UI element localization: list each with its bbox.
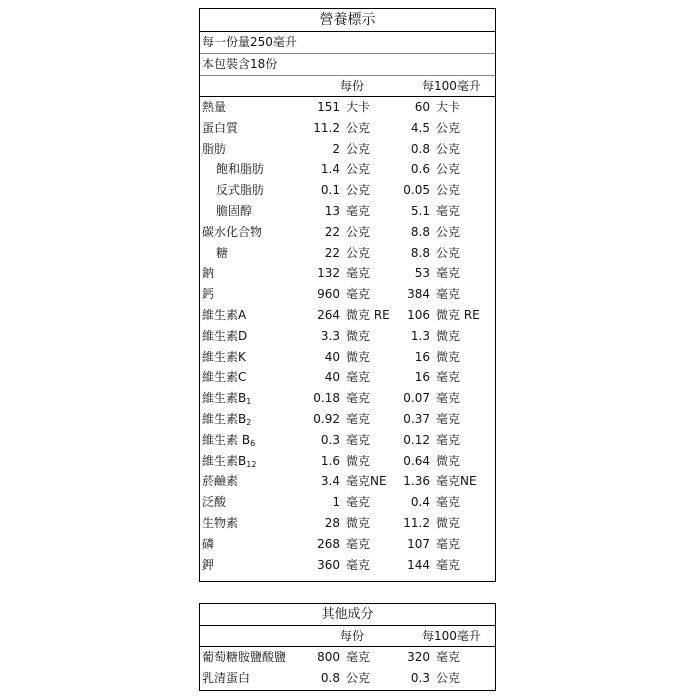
per-serving-value: 13 xyxy=(324,203,340,218)
per-serving-value: 0.18 xyxy=(313,391,340,406)
per-100ml-unit: 微克 xyxy=(436,328,461,343)
per-serving-unit: 公克 xyxy=(346,183,371,198)
nutrition-facts-panel xyxy=(199,8,496,582)
table-row xyxy=(200,284,495,305)
nutrient-name: 維生素C xyxy=(202,370,247,385)
per-100ml-unit: 毫克 xyxy=(436,557,461,572)
nutrient-name: 生物素 xyxy=(202,515,239,530)
per-serving-value: 1.4 xyxy=(320,162,340,177)
per-100ml-value: 0.3 xyxy=(410,671,430,685)
nutrient-name: 菸鹼素 xyxy=(202,474,239,489)
per-100ml-value: 0.05 xyxy=(403,183,430,198)
per-serving-unit: 公克 xyxy=(346,224,371,239)
other-rows xyxy=(200,647,495,689)
table-row xyxy=(200,347,495,368)
per-100ml-unit: 公克 xyxy=(436,120,461,135)
per-100ml-value: 106 xyxy=(407,307,430,322)
per-100ml-value: 0.37 xyxy=(403,411,430,426)
per-serving-unit: 毫克 xyxy=(346,287,371,302)
table-row xyxy=(200,222,495,243)
per-serving-value: 3.3 xyxy=(320,328,340,343)
per-100ml-value: 8.8 xyxy=(410,224,430,239)
per-serving-unit: 毫克 xyxy=(346,495,371,510)
per-100ml-unit: 微克 xyxy=(436,453,461,468)
table-row xyxy=(200,159,495,180)
servings-per-package: 本包裝含18份 xyxy=(200,54,495,76)
per-serving-value: 151 xyxy=(317,100,340,114)
table-row xyxy=(200,668,495,689)
table-row xyxy=(200,263,495,284)
table-row xyxy=(200,451,495,472)
nutrition-title: 營養標示 xyxy=(200,9,495,32)
per-100ml-unit: 公克 xyxy=(436,245,461,260)
nutrient-name: 飽和脂肪 xyxy=(216,162,265,177)
per-100ml-unit: 毫克 xyxy=(436,391,461,406)
table-row xyxy=(200,534,495,555)
per-serving-value: 0.3 xyxy=(320,432,340,447)
per-100ml-value: 0.12 xyxy=(403,432,430,447)
nutrient-name: 熱量 xyxy=(202,100,227,114)
per-100ml-unit: 微克 RE xyxy=(436,307,480,322)
per-100ml-value: 0.64 xyxy=(403,453,430,468)
nutrient-name: 泛酸 xyxy=(202,495,227,510)
per-serving-value: 360 xyxy=(317,557,340,572)
nutrient-name: 維生素$B_1$ xyxy=(202,391,252,407)
nutrient-name: 膽固醇 xyxy=(216,203,253,218)
per-100ml-value: 320 xyxy=(407,650,430,664)
per-serving-value: 40 xyxy=(324,370,340,385)
subscript: 2 xyxy=(246,417,252,427)
per-serving-value: 2 xyxy=(332,141,340,156)
per-100ml-unit: 公克 xyxy=(436,183,461,198)
table-row xyxy=(200,388,495,409)
per-serving-value: 1 xyxy=(332,495,340,510)
per-100ml-unit: 公克 xyxy=(436,141,461,156)
per-100ml-unit: 毫克 xyxy=(436,495,461,510)
per-serving-unit: 微克 RE xyxy=(346,307,390,322)
nutrient-name: 維生素A xyxy=(202,307,247,322)
per-100ml-unit: 毫克 xyxy=(436,203,461,218)
per-100ml-unit: 公克 xyxy=(436,162,461,177)
per-100ml-value: 5.1 xyxy=(410,203,430,218)
per-serving-header: 每份 xyxy=(340,79,365,93)
per-serving-unit: 毫克 xyxy=(346,203,371,218)
nutrient-name: 糖 xyxy=(216,245,229,260)
nutrient-name: 維生素D xyxy=(202,328,248,343)
other-title: 其他成分 xyxy=(200,604,495,626)
table-row xyxy=(200,555,495,576)
per-100ml-value: 1.3 xyxy=(410,328,430,343)
serving-size: 每一份量250毫升 xyxy=(200,32,495,54)
per-100ml-value: 0.8 xyxy=(410,141,430,156)
subscript: 1 xyxy=(246,397,252,407)
nutrient-name: 磷 xyxy=(202,536,215,551)
per-100ml-unit: 微克 xyxy=(436,349,461,364)
per-serving-unit: 大卡 xyxy=(346,100,371,114)
per-serving-unit: 公克 xyxy=(346,245,371,260)
per-100ml-value: 16 xyxy=(414,349,430,364)
per-100ml-value: 4.5 xyxy=(410,120,430,135)
per-serving-value: 264 xyxy=(317,307,340,322)
table-row xyxy=(200,201,495,222)
per-100ml-header: 每100毫升 xyxy=(422,79,481,93)
other-per-serving-header: 每份 xyxy=(340,629,365,643)
per-serving-value: 800 xyxy=(317,650,340,664)
per-100ml-value: 0.6 xyxy=(410,162,430,177)
nutrient-name: 鈉 xyxy=(202,266,215,281)
table-row xyxy=(200,180,495,201)
per-100ml-value: 60 xyxy=(414,100,430,114)
table-row xyxy=(200,513,495,534)
per-serving-unit: 毫克 xyxy=(346,266,371,281)
per-100ml-unit: 毫克 xyxy=(436,536,461,551)
per-serving-unit: 毫克 xyxy=(346,411,371,426)
nutrient-name: 維生素$B_2$ xyxy=(202,411,252,427)
per-serving-unit: 毫克 xyxy=(346,557,371,572)
per-serving-value: 3.4 xyxy=(320,474,340,489)
per-serving-unit: 公克 xyxy=(346,141,371,156)
per-serving-unit: 微克 xyxy=(346,328,371,343)
table-row xyxy=(200,430,495,451)
table-row xyxy=(200,243,495,264)
table-row xyxy=(200,647,495,668)
per-100ml-unit: 毫克 xyxy=(436,411,461,426)
per-serving-value: 0.92 xyxy=(313,411,340,426)
per-serving-unit: 微克 xyxy=(346,349,371,364)
nutrient-name: 維生素K xyxy=(202,349,246,364)
nutrient-name: 鉀 xyxy=(202,557,215,572)
table-row xyxy=(200,409,495,430)
subscript: 6 xyxy=(250,438,256,448)
per-serving-value: 960 xyxy=(317,287,340,302)
per-serving-value: 0.8 xyxy=(320,671,340,685)
per-100ml-unit: 微克 xyxy=(436,515,461,530)
column-header xyxy=(200,76,495,97)
table-row xyxy=(200,492,495,513)
per-100ml-unit: 公克 xyxy=(436,671,461,685)
per-100ml-value: 8.8 xyxy=(410,245,430,260)
per-100ml-value: 144 xyxy=(407,557,430,572)
per-serving-unit: 毫克 xyxy=(346,370,371,385)
nutrient-name: 碳水化合物 xyxy=(202,224,263,239)
per-100ml-unit: 毫克 xyxy=(436,287,461,302)
per-serving-unit: 公克 xyxy=(346,162,371,177)
per-100ml-unit: 毫克 xyxy=(436,266,461,281)
per-100ml-unit: 大卡 xyxy=(436,100,461,114)
per-serving-value: 28 xyxy=(324,515,340,530)
per-serving-value: 132 xyxy=(317,266,340,281)
nutrient-name: 反式脂肪 xyxy=(216,183,265,198)
per-serving-unit: 公克 xyxy=(346,120,371,135)
nutrient-rows xyxy=(200,97,495,575)
nutrient-name: 乳清蛋白 xyxy=(202,671,251,685)
per-100ml-value: 16 xyxy=(414,370,430,385)
nutrient-name: 葡萄糖胺鹽酸鹽 xyxy=(202,650,287,664)
per-100ml-unit: 毫克 xyxy=(436,650,461,664)
per-100ml-value: 0.07 xyxy=(403,391,430,406)
per-serving-value: 22 xyxy=(324,245,340,260)
per-100ml-unit: 毫克 xyxy=(436,370,461,385)
other-per-100ml-header: 每100毫升 xyxy=(422,629,481,643)
nutrient-name: 維生素 $B_6$ xyxy=(202,432,256,448)
per-serving-unit: 公克 xyxy=(346,671,371,685)
per-serving-value: 0.1 xyxy=(320,183,340,198)
nutrient-name: 維生素$B_{12}$ xyxy=(202,453,257,469)
per-100ml-value: 11.2 xyxy=(403,515,430,530)
per-serving-unit: 毫克NE xyxy=(346,474,387,489)
per-serving-unit: 毫克 xyxy=(346,536,371,551)
table-row xyxy=(200,118,495,139)
per-serving-value: 40 xyxy=(324,349,340,364)
per-serving-unit: 毫克 xyxy=(346,650,371,664)
per-100ml-value: 107 xyxy=(407,536,430,551)
table-row xyxy=(200,305,495,326)
other-column-header xyxy=(200,626,495,647)
per-serving-value: 1.6 xyxy=(320,453,340,468)
subscript: 12 xyxy=(246,459,257,469)
table-row xyxy=(200,471,495,492)
per-100ml-unit: 毫克 xyxy=(436,432,461,447)
nutrient-name: 脂肪 xyxy=(202,141,227,156)
nutrient-name: 蛋白質 xyxy=(202,120,239,135)
table-row xyxy=(200,97,495,118)
table-row xyxy=(200,139,495,160)
table-row xyxy=(200,326,495,347)
per-serving-unit: 毫克 xyxy=(346,391,371,406)
table-row xyxy=(200,367,495,388)
per-serving-unit: 毫克 xyxy=(346,432,371,447)
per-100ml-value: 53 xyxy=(414,266,430,281)
per-serving-value: 22 xyxy=(324,224,340,239)
other-ingredients-panel xyxy=(199,603,496,691)
per-100ml-value: 1.36 xyxy=(403,474,430,489)
per-100ml-value: 384 xyxy=(407,287,430,302)
per-serving-unit: 微克 xyxy=(346,453,371,468)
per-serving-value: 11.2 xyxy=(313,120,340,135)
per-100ml-unit: 公克 xyxy=(436,224,461,239)
per-serving-unit: 微克 xyxy=(346,515,371,530)
per-100ml-unit: 毫克NE xyxy=(436,474,477,489)
per-100ml-value: 0.4 xyxy=(410,495,430,510)
per-serving-value: 268 xyxy=(317,536,340,551)
nutrient-name: 鈣 xyxy=(202,287,215,302)
